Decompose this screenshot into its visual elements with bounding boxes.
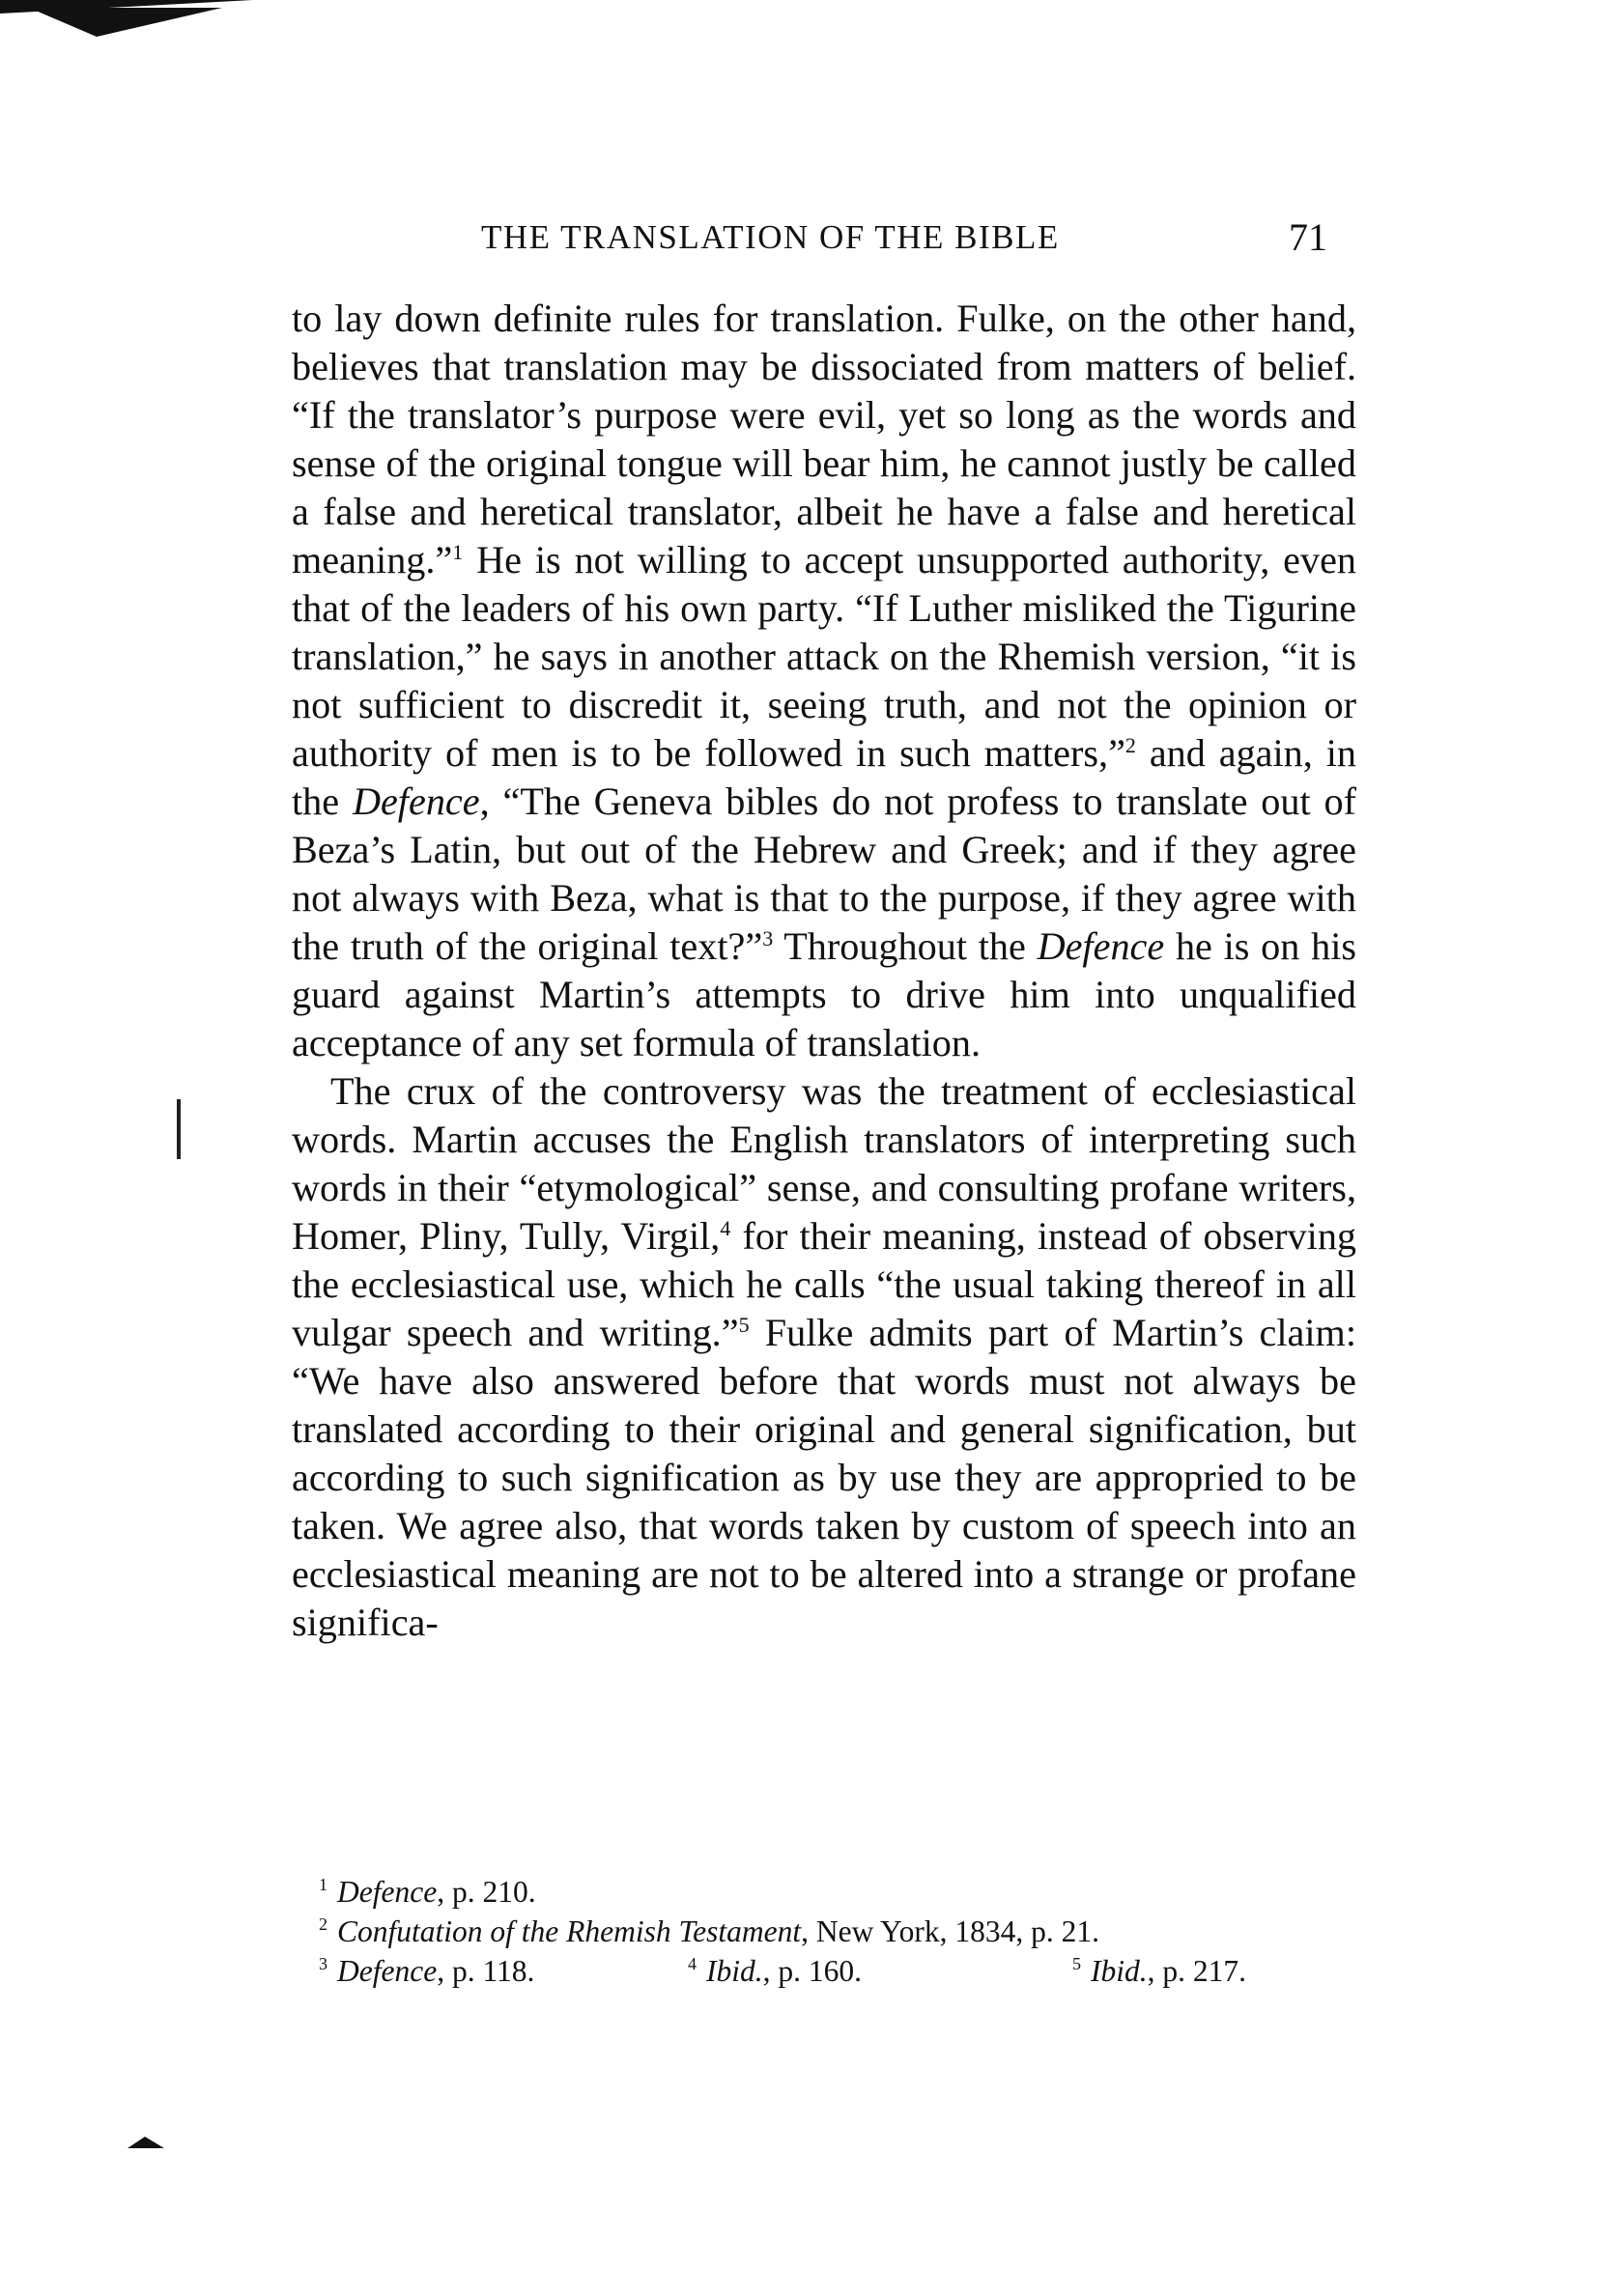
running-head xyxy=(290,215,1352,276)
footnote-4-rest: , p. 160. xyxy=(762,1954,862,1988)
footnote-1-number: 1 xyxy=(319,1875,327,1894)
footnote-line-3 xyxy=(319,1951,1381,1991)
paragraph-1-text-3b: , “The Geneva bibles do not profess to translate out of Beza’s Latin, but out of the Hebrew and Greek; and if they agree not always with Beza, what is that to the purpose, if they agree with the truth of the original text?” xyxy=(292,780,1356,968)
paragraph-2-text-2: for their meaning, instead of observing the ecclesiastical use, which he calls “the usual taking thereof in all vulgar speech and writing.” xyxy=(292,1214,1357,1354)
scan-bottom-mark xyxy=(128,2137,164,2148)
footnote-3-title: Defence xyxy=(337,1954,438,1988)
paragraph-1-text-1: to lay down definite rules for translation. Fulke, on the other hand, believes that translation may be dissociated from matters of belief. “If the translator’s purpose were evil, yet so long as the words and sense of the original tongue will bear him, he cannot justly be called a false and heretical translator, albeit he have a false and heretical meaning.” xyxy=(292,297,1356,581)
footnote-ref-3: 3 xyxy=(762,926,774,950)
footnote-2-rest: , New York, 1834, p. 21. xyxy=(801,1914,1099,1948)
footnote-ref-4: 4 xyxy=(720,1216,731,1240)
footnote-5-number: 5 xyxy=(1072,1954,1081,1973)
paragraph-1-text-3a: and again, in the xyxy=(292,731,1356,823)
footnote-ref-2: 2 xyxy=(1124,733,1136,757)
footnote-2-number: 2 xyxy=(319,1914,327,1934)
paragraph-1 xyxy=(292,295,1356,1067)
margin-rule xyxy=(177,1099,181,1159)
footnote-3 xyxy=(319,1951,534,1991)
footnote-4-number: 4 xyxy=(688,1954,697,1973)
footnote-ref-1: 1 xyxy=(452,540,464,564)
footnote-3-rest: , p. 118. xyxy=(437,1954,535,1988)
running-title: THE TRANSLATION OF THE BIBLE xyxy=(481,218,1060,256)
paragraph-2 xyxy=(292,1067,1356,1647)
footnote-4-title: Ibid. xyxy=(706,1954,763,1988)
paragraph-1-text-4a: Throughout the xyxy=(773,924,1038,968)
footnote-ref-5: 5 xyxy=(738,1313,750,1337)
footnote-1 xyxy=(319,1872,1381,1912)
page-number: 71 xyxy=(1289,215,1327,259)
scan-corner-mark-shadow xyxy=(29,8,222,37)
defence-title-2: Defence xyxy=(1037,924,1165,968)
paragraph-1-text-4b: he is on his guard against Martin’s attempts to drive him into unqualified acceptance of any set formula of translation. xyxy=(292,924,1357,1064)
footnote-4 xyxy=(688,1951,862,1991)
defence-title-1: Defence xyxy=(352,780,480,823)
paragraph-2-text-3: Fulke admits part of Martin’s claim: “We have also answered before that words must not always be translated according to their original and general signification, but according to such signification as by use they are appropried to be taken. We agree also, that words taken by custom of speech into an ecclesiastical meaning are not to be altered into a strange or profane significa- xyxy=(292,1311,1356,1644)
footnote-2-title: Confutation of the Rhemish Testament xyxy=(337,1914,802,1948)
footnotes xyxy=(319,1872,1381,1991)
paragraph-2-text-1: The crux of the controversy was the treatment of ecclesiastical words. Martin accuses the English translators of interpreting such words in their “etymological” sense, and consulting profane writers, Homer, Pliny, Tully, Virgil, xyxy=(292,1069,1356,1258)
body-text xyxy=(292,295,1356,1647)
footnote-1-rest: , p. 210. xyxy=(437,1875,536,1909)
footnote-1-title: Defence xyxy=(337,1875,438,1909)
footnote-5-title: Ibid. xyxy=(1091,1954,1148,1988)
footnote-3-number: 3 xyxy=(319,1954,327,1973)
footnote-2 xyxy=(319,1912,1381,1951)
footnote-5 xyxy=(1072,1951,1246,1991)
paragraph-1-text-2: He is not willing to accept unsupported authority, even that of the leaders of his own party. “If Luther misliked the Tigurine translation,” he says in another attack on the Rhemish version, “it is not sufficient to discredit it, seeing truth, and not the opinion or authority of men is to be followed in such matters,” xyxy=(292,538,1356,775)
footnote-5-rest: , p. 217. xyxy=(1147,1954,1246,1988)
